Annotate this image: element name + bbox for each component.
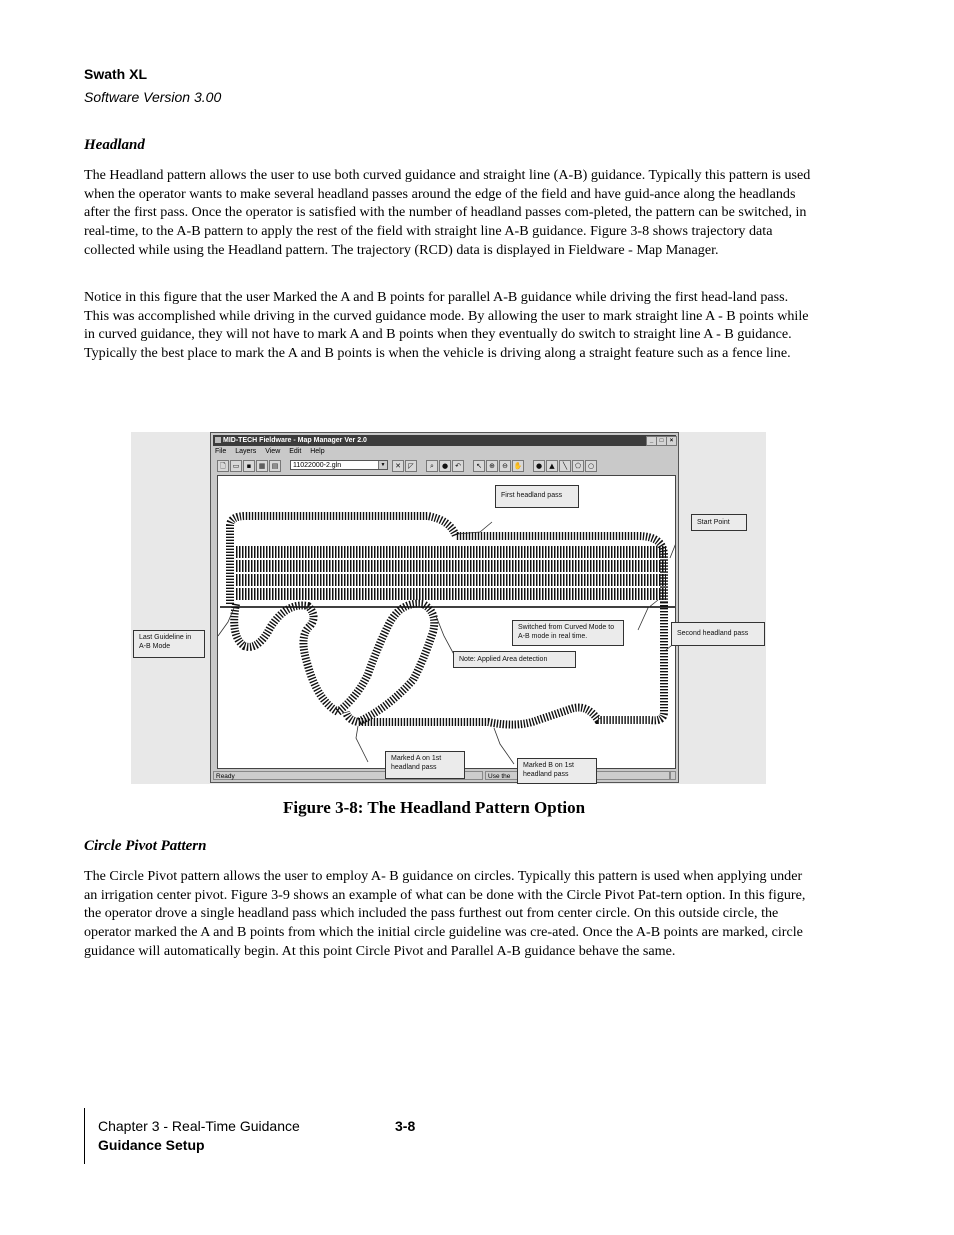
document-title: Swath XL [84, 66, 148, 82]
new-icon[interactable]: 🗋 [217, 460, 229, 472]
menu-file[interactable]: File [215, 448, 227, 455]
headland-figure [131, 432, 766, 784]
layer-icon[interactable]: ◸ [405, 460, 417, 472]
page-number: 3-8 [395, 1118, 416, 1134]
figure-caption: Figure 3-8: The Headland Pattern Option [283, 798, 586, 817]
minimize-button[interactable]: _ [646, 436, 657, 446]
footer-rule [84, 1108, 85, 1164]
zoom-out-icon[interactable]: ⊖ [499, 460, 511, 472]
headland-paragraph-2: Notice in this figure that the user Marked the A and B points for parallel A-B guidance while driving the first head-land pass. This was accomplished while driving in the curved guidance mode. By allowing the user to mark straight line A - B points while in curved guidance, they will not have to mark A and B points when they eventually do switch to straight line A - B guidance. Typically the best place to mark the A and B points is when the vehicle is driving along a straight feature such as a fence line. [84, 289, 809, 362]
circle-icon[interactable]: ○ [585, 460, 597, 472]
triangle-icon[interactable]: ▲ [546, 460, 558, 472]
status-hint: Use the [485, 771, 670, 780]
menu-help[interactable]: Help [310, 448, 325, 455]
undo-icon[interactable]: ↶ [452, 460, 464, 472]
open-icon[interactable]: ▭ [230, 460, 242, 472]
menu-layers[interactable]: Layers [235, 448, 257, 455]
callout-marked-b: Marked B on 1st headland pass [517, 758, 597, 784]
headland-paragraph-1: The Headland pattern allows the user to use both curved guidance and straight line (A-B) guidance. Typically this pattern is used when the operator wants to make several headland passes around the edge of the field and have guid-ance along the headlands after the first pass. Once the operator is satisfied with the number of headland passes com-pleted, the pattern can be switched, in real-time, to the A-B pattern to apply the rest of the field with straight line A-B guidance. Figure 3-8 shows trajectory data collected while using the Headland pattern. The trajectory (RCD) data is displayed in Fieldware - Map Manager. [84, 167, 811, 258]
callout-switched-mode: Switched from Curved Mode to A-B mode in real time. [512, 620, 624, 646]
info-icon[interactable]: ● [439, 460, 451, 472]
window-title: MID-TECH Fieldware - Map Manager Ver 2.0 [223, 437, 367, 444]
circle-pivot-heading: Circle Pivot Pattern [84, 838, 207, 854]
footer-section: Guidance Setup [98, 1137, 205, 1153]
footer-chapter: Chapter 3 - Real-Time Guidance [98, 1118, 300, 1134]
pointer-icon[interactable]: ↖ [473, 460, 485, 472]
figure-callouts [131, 432, 766, 784]
status-ready: Ready [213, 771, 483, 780]
callout-note-applied-area: Note: Applied Area detection [453, 651, 576, 668]
delete-icon[interactable]: ✕ [392, 460, 404, 472]
file-combo-value: 11022000-2.gln [293, 462, 342, 469]
zoom-in-icon[interactable]: ⊕ [486, 460, 498, 472]
callout-last-guideline: Last Guideline in A-B Mode [133, 630, 205, 658]
polygon-icon[interactable]: ⬠ [572, 460, 584, 472]
preview-icon[interactable]: ▤ [269, 460, 281, 472]
callout-marked-a: Marked A on 1st headland pass [385, 751, 465, 779]
circle-pivot-paragraph: The Circle Pivot pattern allows the user to employ A- B guidance on circles. Typically this pattern is used when applying under an irrigation center pivot. Figure 3-9 shows an example of what can be done with the Circle Pivot Pat-tern option. In this figure, the operator drove a single headland pass which included the pass furthest out from center circle. On this outside circle, the operator marked the A and B points from which the initial circle guideline was cre-ated. Once the A-B points are marked, circle guidance will automatically begin. At this point Circle Pivot and Parallel A-B guidance behave the same. [84, 868, 806, 959]
menu-view[interactable]: View [265, 448, 281, 455]
headland-heading: Headland [84, 137, 145, 153]
pan-icon[interactable]: ✋ [513, 462, 523, 470]
save-icon[interactable]: ▪ [243, 460, 255, 472]
line-icon[interactable]: ╲ [559, 460, 571, 472]
menu-edit[interactable]: Edit [289, 448, 302, 455]
callout-second-headland: Second headland pass [671, 622, 765, 646]
point-icon[interactable]: ● [533, 460, 545, 472]
search-icon[interactable]: ⌕ [426, 460, 438, 472]
callout-start-point: Start Point [691, 514, 747, 531]
close-button[interactable]: × [666, 436, 677, 446]
chevron-down-icon[interactable]: ▼ [378, 461, 387, 469]
print-icon[interactable]: ▦ [256, 460, 268, 472]
maximize-button[interactable]: □ [656, 436, 667, 446]
callout-first-headland: First headland pass [495, 485, 579, 508]
software-version: Software Version 3.00 [84, 89, 222, 105]
